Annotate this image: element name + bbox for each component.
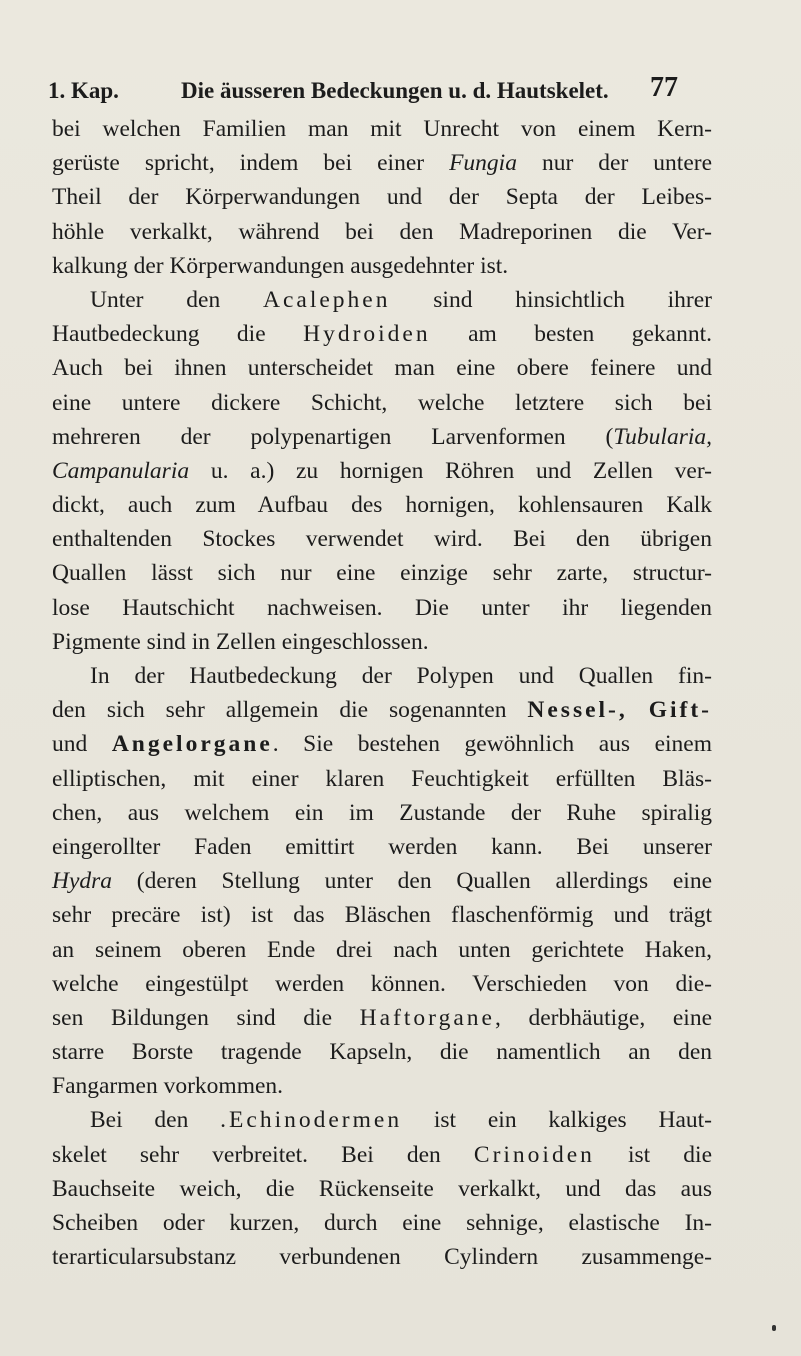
body-text [52,112,712,1274]
text-line: an seinem oberen Ende drei nach unten gerichtete Haken, [52,936,712,963]
term-crinoiden: Crinoiden [473,1141,595,1168]
text-line: Auch bei ihnen unterscheidet man eine obere feinere und [52,355,712,382]
running-head [48,72,688,110]
text-line: Bauchseite weich, die Rückenseite verkalkt, und das aus [52,1175,712,1202]
text-line: eine untere dickere Schicht, welche letztere sich bei [52,389,712,416]
chapter-label: 1. Kap. [48,78,119,103]
term-angelorgane: Angelorgane [111,731,273,758]
text-line: Quallen lässt sich nur eine einzige sehr zarte, structur- [52,560,712,587]
text-line: Hautbedeckung die Hydroiden am besten gekannt. [52,321,713,348]
taxon-fungia: Fungia [449,150,517,177]
text-line: dickt, auch zum Aufbau des hornigen, kohlensauren Kalk [52,492,712,519]
text-line: Unter den Acalephen sind hinsichtlich ihrer [90,286,713,313]
text-line: eingerollter Faden emittirt werden kann. Bei unserer [52,833,712,860]
term-hydroiden: Hydroiden [303,321,431,348]
text-line: lose Hautschicht nachweisen. Die unter ihr liegenden [52,594,712,621]
taxon-campanularia: Campanularia [52,457,190,484]
text-line: Fangarmen vorkommen. [52,1073,284,1100]
text-line: terarticularsubstanz verbundenen Cylindern zusammenge- [52,1244,712,1271]
term-haftorgane: Haftorgane [359,1004,495,1031]
term-gift: Gift- [648,697,712,724]
text-line: Hydra (deren Stellung unter den Quallen allerdings eine [52,868,713,895]
chapter-title: Die äusseren Bedeckungen u. d. Hautskelet. [181,78,609,103]
text-line: gerüste spricht, indem bei einer Fungia nur der untere [52,150,713,177]
text-line: den sich sehr allgemein die sogenannten Nessel-, Gift- [52,697,712,724]
text-line: mehreren der polypenartigen Larvenformen (Tubularia, [52,423,712,450]
text-line: und Angelorgane. Sie bestehen gewöhnlich aus einem [52,731,713,758]
taxon-tubularia: Tubularia, [613,423,712,450]
term-echinodermen: .Echinodermen [220,1107,403,1134]
page-number: 77 [650,72,678,103]
term-acalephen: Acalephen [263,286,391,313]
text-line: starre Borste tragende Kapseln, die namentlich an den [52,1039,712,1066]
text-line: kalkung der Körperwandungen ausgedehnter ist. [52,252,509,279]
text-line: chen, aus welchem ein im Zustande der Ruhe spiralig [52,799,712,826]
text-line: Campanularia u. a.) zu hornigen Röhren und Zellen ver- [52,457,712,484]
text-line: welche eingestülpt werden können. Verschieden von die- [52,970,712,997]
text-line: Scheiben oder kurzen, durch eine sehnige, elastische In- [52,1210,712,1236]
text-line: skelet sehr verbreitet. Bei den Crinoiden ist die [52,1141,713,1168]
text-line: elliptischen, mit einer klaren Feuchtigkeit erfüllten Bläs- [52,765,712,792]
term-nessel: Nessel-, [527,697,628,724]
text-line: sen Bildungen sind die Haftorgane, derbhäutige, eine [52,1004,713,1031]
text-line: Bei den .Echinodermen ist ein kalkiges Haut- [90,1107,712,1134]
text-line: bei welchen Familien man mit Unrecht von einem Kern- [52,116,712,142]
text-line: Theil der Körperwandungen und der Septa der Leibes- [52,184,712,211]
paper-speck [772,1325,776,1331]
text-line: sehr precäre ist) ist das Bläschen flaschenförmig und trägt [52,902,712,929]
text-line: enthaltenden Stockes verwendet wird. Bei den übrigen [52,526,712,553]
text-line: In der Hautbedeckung der Polypen und Quallen fin- [90,663,712,689]
text-line: Pigmente sind in Zellen eingeschlossen. [52,628,429,655]
taxon-hydra: Hydra [52,868,113,895]
text-line: höhle verkalkt, während bei den Madreporinen die Ver- [52,218,712,245]
